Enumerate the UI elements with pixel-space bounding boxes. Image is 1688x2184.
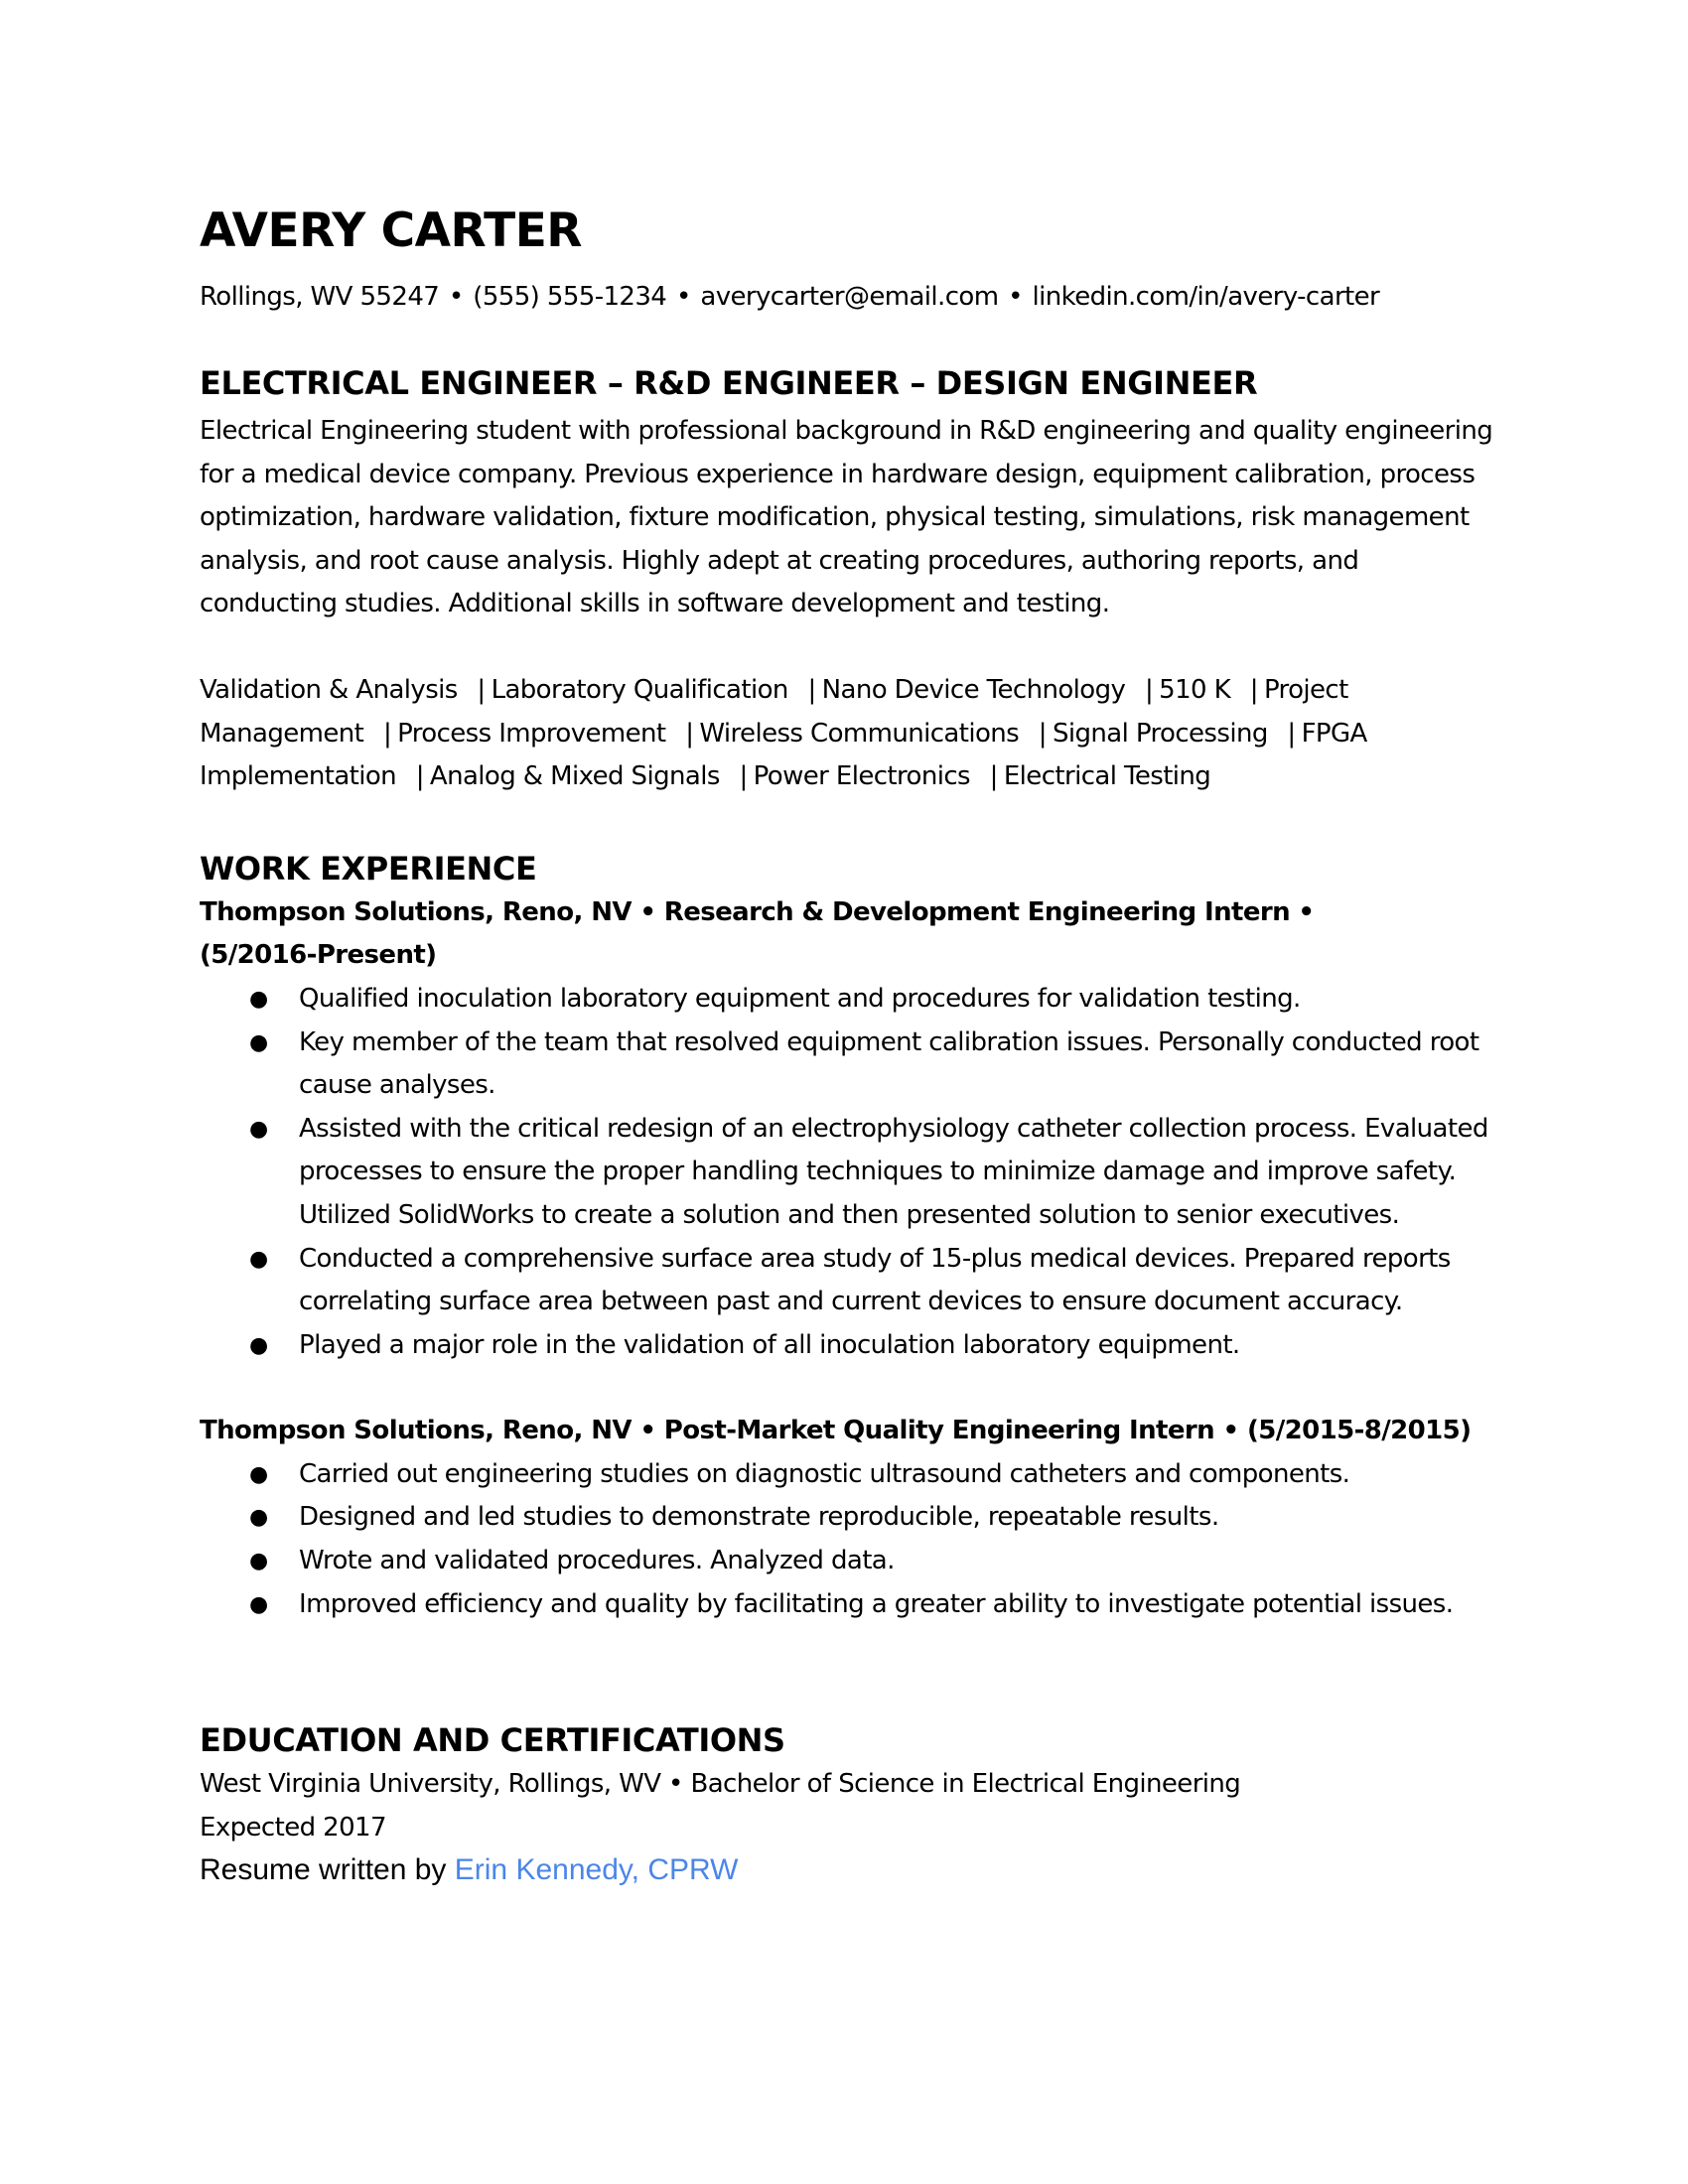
list-item <box>200 1453 1500 1497</box>
skill-item: Signal Processing <box>1052 718 1268 749</box>
skill-item: Nano Device Technology <box>821 674 1126 705</box>
skill-separator: | <box>685 718 694 749</box>
skill-separator: | <box>415 761 424 792</box>
list-item <box>200 1583 1500 1627</box>
education-heading: EDUCATION AND CERTIFICATIONS <box>200 1721 785 1760</box>
job-entry <box>200 1410 1500 1626</box>
job-entry <box>200 891 1500 1368</box>
bullet-text: Key member of the team that resolved equipment calibration issues. Personally conducted root cause analyses. <box>299 1026 1479 1101</box>
bullet-text: Designed and led studies to demonstrate reproducible, repeatable results. <box>299 1502 1219 1533</box>
skill-separator: | <box>739 761 748 792</box>
bullet-icon: ● <box>249 1591 268 1617</box>
list-item <box>200 978 1500 1022</box>
skill-item: Power Electronics <box>753 761 970 792</box>
candidate-name: AVERY CARTER <box>200 204 582 258</box>
contact-line <box>200 277 1500 317</box>
separator: • <box>675 282 691 312</box>
skill-separator: | <box>1038 718 1047 749</box>
bullet-text: Conducted a comprehensive surface area study of 15-plus medical devices. Prepared reports correlating surface area between past and current devices to ensure document accuracy. <box>299 1243 1451 1317</box>
list-item <box>200 1238 1500 1324</box>
skill-item: Project Management <box>200 674 1348 749</box>
list-item <box>200 1022 1500 1108</box>
skill-item: Validation & Analysis <box>200 674 458 705</box>
contact-phone: (555) 555-1234 <box>473 282 667 312</box>
list-item <box>200 1540 1500 1583</box>
list-item <box>200 1108 1500 1238</box>
bullet-text: Carried out engineering studies on diagnostic ultrasound catheters and components. <box>299 1458 1350 1489</box>
contact-email[interactable]: averycarter@email.com <box>700 282 999 312</box>
list-item <box>200 1496 1500 1540</box>
skill-item: 510 K <box>1159 674 1231 705</box>
separator: • <box>448 282 464 312</box>
bullet-text: Qualified inoculation laboratory equipment and procedures for validation testing. <box>299 983 1301 1014</box>
education-expected: Expected 2017 <box>200 1812 386 1843</box>
skill-item: Process Improvement <box>397 718 666 749</box>
professional-headline: ELECTRICAL ENGINEER – R&D ENGINEER – DESIGN ENGINEER <box>200 364 1258 402</box>
separator: • <box>1008 282 1023 312</box>
skill-item: FPGA Implementation <box>200 718 1367 792</box>
skill-separator: | <box>807 674 816 705</box>
job-bullets <box>200 978 1500 1367</box>
bullet-icon: ● <box>249 1116 268 1142</box>
bullet-icon: ● <box>249 1549 268 1574</box>
skill-item: Laboratory Qualification <box>491 674 788 705</box>
contact-linkedin[interactable]: linkedin.com/in/avery-carter <box>1032 282 1380 312</box>
education-degree: West Virginia University, Rollings, WV • Bachelor of Science in Electrical Engineering <box>200 1769 1241 1800</box>
bullet-icon: ● <box>249 1461 268 1487</box>
skills-list <box>200 669 1500 799</box>
credit-author-link[interactable]: Erin Kennedy, CPRW <box>454 1853 739 1887</box>
bullet-icon: ● <box>249 1332 268 1358</box>
job-heading: Thompson Solutions, Reno, NV • Post-Market Quality Engineering Intern • (5/2015-8/2015) <box>200 1416 1472 1446</box>
credit-prefix: Resume written by <box>200 1853 455 1887</box>
skill-separator: | <box>1287 718 1296 749</box>
list-item <box>200 1324 1500 1368</box>
skill-separator: | <box>1144 674 1154 705</box>
resume-page <box>200 202 1500 1891</box>
bullet-text: Wrote and validated procedures. Analyzed data. <box>299 1546 895 1576</box>
contact-location: Rollings, WV 55247 <box>200 282 440 312</box>
bullet-icon: ● <box>249 1246 268 1272</box>
bullet-text: Assisted with the critical redesign of an electrophysiology catheter collection process. Evaluated processes to ensure the proper handling techniques to minimize damage and improve safety. Utilized SolidWorks to create a solution and then presented solution to senior executives. <box>299 1113 1488 1230</box>
skill-item: Analog & Mixed Signals <box>429 761 720 792</box>
bullet-icon: ● <box>249 986 268 1012</box>
bullet-text: Played a major role in the validation of all inoculation laboratory equipment. <box>299 1329 1240 1360</box>
skill-item: Electrical Testing <box>1003 761 1211 792</box>
bullet-text: Improved efficiency and quality by facilitating a greater ability to investigate potential issues. <box>299 1588 1454 1619</box>
skill-separator: | <box>382 718 392 749</box>
skill-separator: | <box>989 761 998 792</box>
work-experience-heading: WORK EXPERIENCE <box>200 849 537 887</box>
skill-separator: | <box>1249 674 1258 705</box>
skill-separator: | <box>477 674 486 705</box>
job-bullets <box>200 1453 1500 1626</box>
skill-item: Wireless Communications <box>699 718 1020 749</box>
summary-paragraph: Electrical Engineering student with professional background in R&D engineering and quality engineering for a medical device company. Previous experience in hardware design, equipment calibration, process optimization, hardware validation, fixture modification, physical testing, simulations, risk management analysis, and root cause analysis. Highly adept at creating procedures, authoring reports, and conducting studies. Additional skills in software development and testing. <box>200 416 1493 619</box>
bullet-icon: ● <box>249 1505 268 1531</box>
job-heading: Thompson Solutions, Reno, NV • Research & Development Engineering Intern • (5/2016-Present) <box>200 896 1315 971</box>
bullet-icon: ● <box>249 1029 268 1055</box>
resume-credit <box>200 1849 1500 1891</box>
